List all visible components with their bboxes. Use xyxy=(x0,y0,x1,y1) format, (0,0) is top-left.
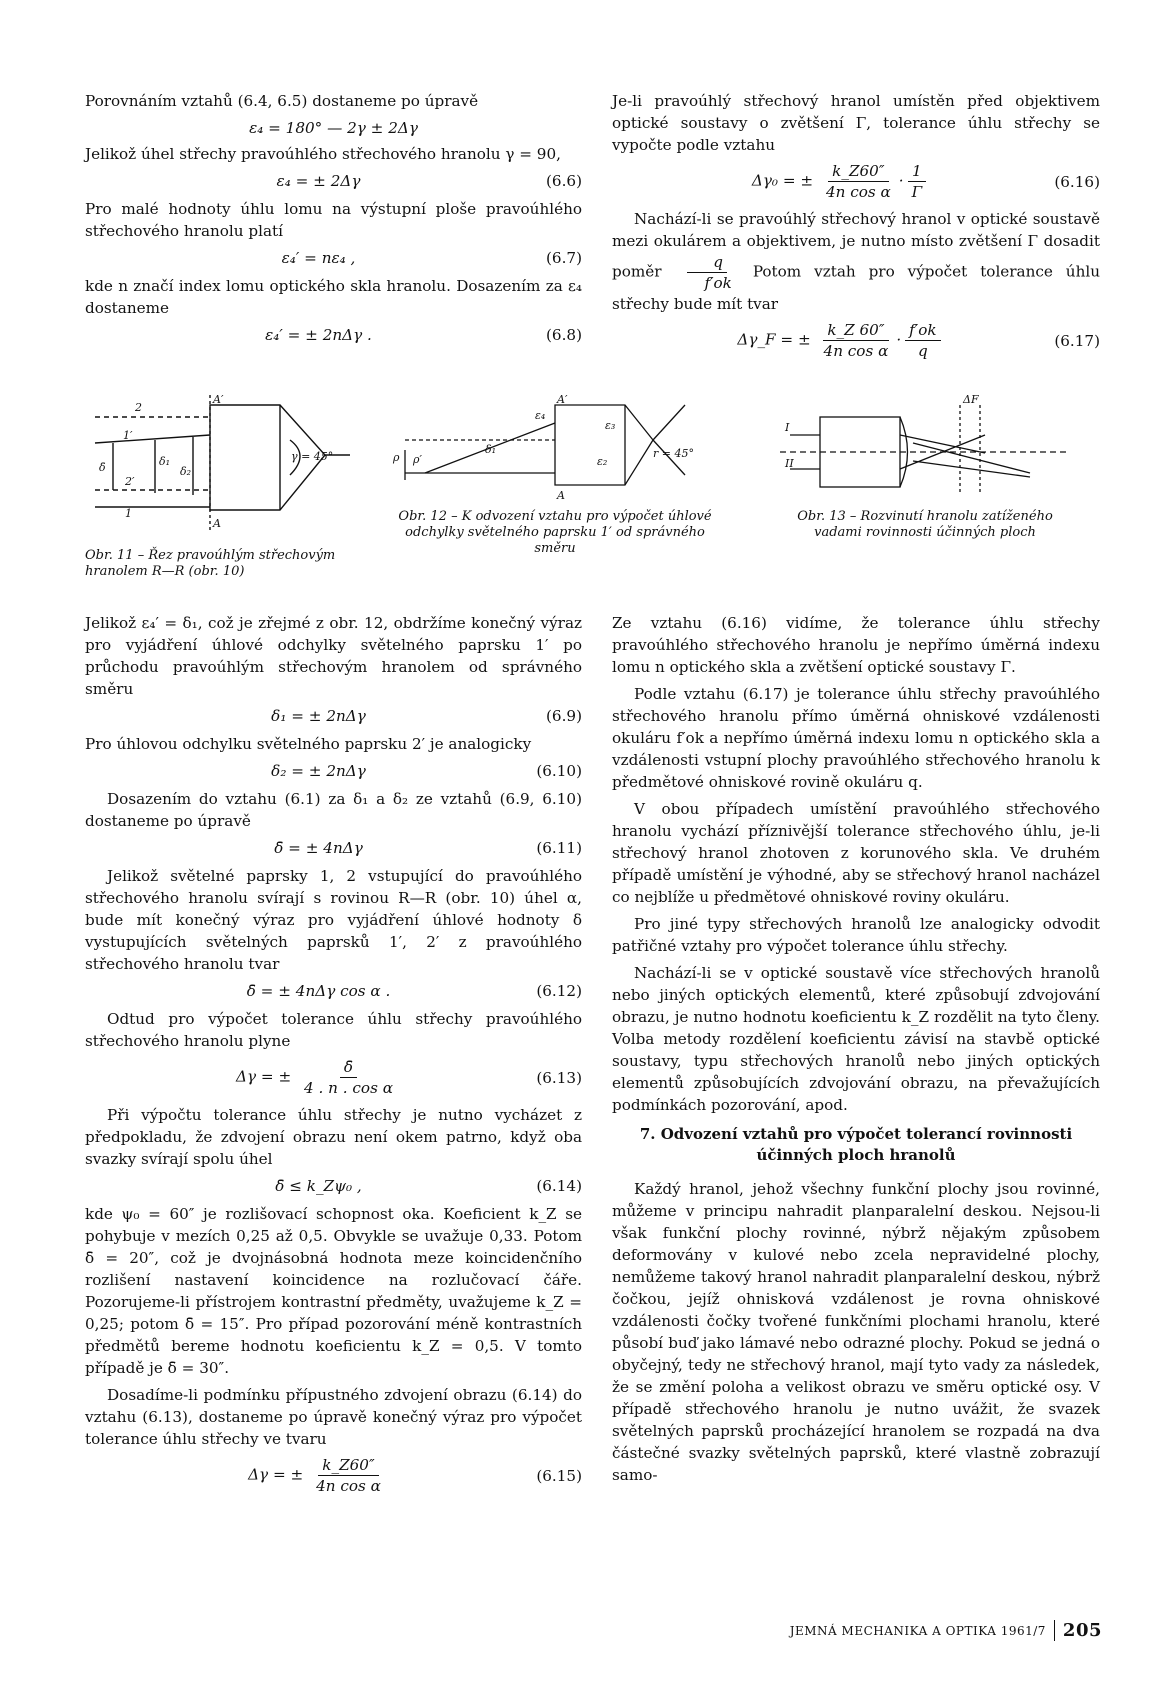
equation-number: (6.16) xyxy=(1054,172,1100,191)
right-top-column xyxy=(612,90,1100,367)
equation-expr xyxy=(85,1455,512,1496)
equation-number: (6.7) xyxy=(545,249,582,267)
fig11-label: 2′ xyxy=(125,475,135,488)
equation-6-15 xyxy=(85,1455,582,1496)
equation-expr: δ̄ ≤ k_Zψ₀ , xyxy=(275,1177,362,1195)
page-footer xyxy=(790,1620,1102,1641)
equation-expr: ε₄′ = nε₄ , xyxy=(281,249,356,267)
paragraph: kde n značí index lomu optického skla hranolu. Dosazením za ε₄ dostaneme xyxy=(85,277,582,317)
equation-number: (6.6) xyxy=(545,172,582,190)
figure-12-diagram xyxy=(385,395,725,505)
paragraph: Nachází-li se v optické soustavě více střechových hranolů nebo jiných optických elementů, které způsobují zdvojování obrazu, je nutno hodnotu koeficientu k_Z rozdělit na tyto členy. Volba metody rozdělení koeficientu závisí na stavbě optické soustavy, typu střechových hranolů nebo jiných optických elementů způsobujících zdvojování obrazu, na převažujících podmínkách pozorování, apod. xyxy=(612,964,1100,1114)
section-heading: 7. Odvození vztahů pro výpočet tolerancí rovinnosti účinných ploch hranolů xyxy=(639,1125,1073,1164)
fig12-label: ε₃ xyxy=(605,419,616,432)
equation-expr: ε₄ = ± 2Δγ xyxy=(276,172,361,190)
equation-expr: δ₁ = ± 2nΔγ xyxy=(271,707,366,725)
paragraph: Podle vztahu (6.17) je tolerance úhlu střechy pravoúhlého střechového hranolu přímo úměrná ohniskové vzdálenosti okuláru f′ok a nepřímo úměrná indexu lomu n optického skla a vzdálenosti vstupní plochy pravoúhlého střechového hranolu k předmětové ohniskové rovině okuláru q. xyxy=(612,685,1100,791)
equation-6-8 xyxy=(85,324,582,346)
denominator: Γ xyxy=(911,183,923,201)
fig11-label: δ₂ xyxy=(180,465,192,478)
equation-expr: δ₂ = ± 2nΔγ xyxy=(271,762,366,780)
equation-number: (6.13) xyxy=(536,1068,582,1087)
figure-12 xyxy=(385,395,725,557)
equation-expr: ε₄′ = ± 2nΔγ . xyxy=(265,326,372,344)
denominator: 4n cos α xyxy=(316,1477,381,1495)
numerator: f′ok xyxy=(905,320,940,341)
denominator: 4 . n . cos α xyxy=(304,1079,393,1097)
figure-11-caption: Obr. 11 – Řez pravoúhlým střechovým hranolem R—R (obr. 10) xyxy=(85,548,336,579)
numerator: k_Z60″ xyxy=(318,1455,378,1476)
paragraph: Odtud pro výpočet tolerance úhlu střechy pravoúhlého střechového hranolu plyne xyxy=(85,1010,582,1050)
figure-13 xyxy=(775,395,1075,541)
equation: ε₄ = 180° — 2γ ± 2Δγ xyxy=(249,119,418,137)
fig11-label: A xyxy=(213,517,221,530)
equation-number: (6.17) xyxy=(1054,331,1100,350)
equation-6-6 xyxy=(85,170,582,192)
paragraph: Pro jiné typy střechových hranolů lze analogicky odvodit patřičné vztahy pro výpočet tolerance úhlu střechy. xyxy=(612,915,1100,955)
paragraph: Pro úhlovou odchylku světelného paprsku 2′ je analogicky xyxy=(85,735,532,753)
paragraph: Je-li pravoúhlý střechový hranol umístěn před objektivem optické soustavy o zvětšení Γ, tolerance úhlu střechy se vypočte podle vztahu xyxy=(612,92,1100,154)
equation-number: (6.15) xyxy=(536,1466,582,1485)
fig12-label: r = 45° xyxy=(653,447,694,460)
fig11-label: γ = 45° xyxy=(291,450,334,463)
paragraph: Jelikož úhel střechy pravoúhlého střechového hranolu γ = 90, xyxy=(85,145,561,163)
fig11-label: 2 xyxy=(135,401,142,414)
fig13-label: ΔF xyxy=(963,395,979,406)
numerator: q xyxy=(687,252,727,273)
equation-number: (6.14) xyxy=(536,1177,582,1195)
fig11-label: A′ xyxy=(213,395,224,406)
page-number: 205 xyxy=(1054,1620,1102,1641)
paragraph: kde ψ₀ = 60″ je rozlišovací schopnost oka. Koeficient k_Z se pohybuje v mezích 0,25 až 0,5. Obvykle se uvažuje 0,33. Potom δ̄ = 20″, což je dvojnásobná hodnota meze koincidenčního rozlišení nastavení koincidence na rozlučovací čáře. Pozorujeme-li přístrojem kontrastní předměty, uvažujeme k_Z = 0,25; potom δ̄ = 15″. Pro případ pozorování méně kontrastních předmětů bereme hodnotu koeficientu k_Z = 0,5. V tomto případě je δ̄ = 30″. xyxy=(85,1205,582,1377)
denominator: q xyxy=(918,342,928,360)
equation-lhs: Δγ = ± xyxy=(248,1465,304,1484)
fraction xyxy=(908,161,927,202)
fig12-label: δ₁ xyxy=(485,443,497,456)
numerator: 1 xyxy=(908,161,926,182)
equation-expr: δ̄ = ± 4nΔγ cos α . xyxy=(246,982,391,1000)
fig12-label: A xyxy=(557,489,565,502)
fig12-label: A′ xyxy=(557,395,568,406)
fraction xyxy=(312,1455,385,1496)
paragraph: Ze vztahu (6.16) vidíme, že tolerance úhlu střechy pravoúhlého střechového hranolu je nepřímo úměrná indexu lomu n optického skla a zvětšení optické soustavy Γ. xyxy=(612,614,1100,676)
paragraph xyxy=(612,208,1100,315)
fraction xyxy=(822,161,895,202)
numerator: δ̄ xyxy=(340,1057,357,1078)
figure-12-caption: Obr. 12 – K odvození vztahu pro výpočet úhlové odchylky světelného paprsku 1′ od správného směru xyxy=(398,509,712,556)
paragraph: Jelikož světelné paprsky 1, 2 vstupující do pravoúhlého střechového hranolu svírají s rovinou R—R (obr. 10) úhel α, bude mít konečný výraz pro vyjádření úhlové hodnoty δ vystupujících světelných paprsků 1′, 2′ z pravoúhlého střechového hranolu tvar xyxy=(85,867,582,973)
fig13-label: II xyxy=(785,457,794,470)
figure-13-diagram xyxy=(775,395,1075,505)
paragraph: Jelikož ε₄′ = δ₁, což je zřejmé z obr. 12, obdržíme konečný výraz pro vyjádření úhlové odchylky světelného paprsku 1′ po průchodu pravoúhlým střechovým hranolem od správného směru xyxy=(85,614,582,698)
fig13-label: I xyxy=(785,421,790,434)
numerator: k_Z60″ xyxy=(828,161,888,182)
equation-number: (6.11) xyxy=(536,839,582,857)
fig11-label: 1 xyxy=(125,507,132,520)
numerator: k_Z 60″ xyxy=(823,320,888,341)
equation-expr: Δγ₀ = ± $\frac{k\_Z60''}{\text{4n cos α}}$ · $\frac{1}{\Gamma}$ xyxy=(612,161,1030,202)
figure-11 xyxy=(85,395,355,580)
equation-6-16 xyxy=(612,161,1100,202)
fig12-label: ρ′ xyxy=(413,453,422,466)
paragraph: V obou případech umístění pravoúhlého střechového hranolu vychází příznivější tolerance střechového úhlu, je-li střechový hranol zhotoven z korunového skla. Ve druhém případě umístění je výhodné, aby se střechový hranol nacházel co nejblíže u předmětové ohniskové roviny okuláru. xyxy=(612,800,1100,906)
fig12-label: ε₄ xyxy=(535,409,546,422)
paragraph: Pro malé hodnoty úhlu lomu na výstupní ploše pravoúhlého střechového hranolu platí xyxy=(85,200,582,240)
equation-expr xyxy=(85,1057,512,1098)
left-bottom-column xyxy=(85,612,582,1502)
right-bottom-column xyxy=(612,612,1100,1491)
paragraph: Porovnáním vztahů (6.4, 6.5) dostaneme po úpravě xyxy=(85,92,479,110)
fig12-label: ε₂ xyxy=(597,455,608,468)
figure-11-diagram xyxy=(85,395,355,540)
fig11-label: δ̄ xyxy=(99,461,106,474)
fraction xyxy=(678,252,735,293)
equation-6-14 xyxy=(85,1175,582,1197)
equation-number: (6.8) xyxy=(545,326,582,344)
equation-6-10 xyxy=(85,760,582,782)
equation-expr: δ̄ = ± 4nΔγ xyxy=(274,839,363,857)
prism-outline xyxy=(555,405,653,485)
figures-row xyxy=(75,395,1105,595)
equation-lhs: Δγ₀ = ± xyxy=(751,171,814,190)
fraction xyxy=(300,1057,397,1098)
equation-6-7 xyxy=(85,247,582,269)
equation-expr: Δγ_F = ± $\frac{k\_Z 60''}{\text{4n cos α}}$ · $\frac{f'ok}{q}$ xyxy=(612,320,1030,361)
equation-lhs: Δγ = ± xyxy=(236,1067,292,1086)
paragraph: Každý hranol, jehož všechny funkční plochy jsou rovinné, můžeme v principu nahradit planparalelní deskou. Nejsou-li však funkční plochy rovinné, nýbrž nějakým způsobem deformovány v kulové nebo zcela nepravidelné plochy, nemůžeme takový hranol nahradit planparalelní deskou, nýbrž čočkou, jejíž ohnisková vzdálenost je rovna ohniskové vzdálenosti čočky tvořené funkčními plochami hranolu, které působí buď jako lámavé nebo odrazné plochy. Pokud se jedná o obyčejný, tedy ne střechový hranol, mají tyto vady za následek, že se změní poloha a velikost obrazu ve směru optické osy. V případě střechového hranolu je nutno uvážit, že svazek světelných paprsků procházející hranolem se rozpadá na dva částečné svazky světelných paprsků, které vlastně zobrazují samo- xyxy=(612,1180,1100,1484)
text: Potom vztah pro výpočet tolerance úhlu střechy bude mít tvar xyxy=(612,262,1101,313)
left-top-column xyxy=(85,90,582,352)
paragraph: Při výpočtu tolerance úhlu střechy je nutno vycházet z předpokladu, že zdvojení obrazu není okem patrno, když oba svazky svírají spolu úhel xyxy=(85,1106,582,1168)
journal-title: JEMNÁ MECHANIKA A OPTIKA 1961/7 xyxy=(789,1623,1046,1638)
paragraph: Dosazením do vztahu (6.1) za δ₁ a δ₂ ze vztahů (6.9, 6.10) dostaneme po úpravě xyxy=(85,790,582,830)
equation-lhs: Δγ_F = ± xyxy=(737,330,811,349)
text: Nachází-li se pravoúhlý střechový hranol v optické soustavě mezi okulárem a objektivem, je nutno místo zvětšení Γ dosadit poměr xyxy=(612,210,1100,281)
figure-13-caption: Obr. 13 – Rozvinutí hranolu zatíženého vadami rovinnosti účinných ploch xyxy=(797,509,1053,540)
paragraph: Dosadíme-li podmínku přípustného zdvojení obrazu (6.14) do vztahu (6.13), dostaneme po úpravě konečný výraz pro výpočet tolerance úhlu střechy ve tvaru xyxy=(85,1386,582,1448)
denominator: 4n cos α xyxy=(823,342,889,360)
fraction xyxy=(820,320,893,361)
fig11-label: 1′ xyxy=(123,429,133,442)
denominator: 4n cos α xyxy=(825,183,891,201)
fig12-label: ρ xyxy=(393,451,400,464)
equation-6-13 xyxy=(85,1057,582,1098)
equation-6-17 xyxy=(612,320,1100,361)
equation-6-12 xyxy=(85,980,582,1002)
equation-number: (6.10) xyxy=(536,762,582,780)
fraction xyxy=(905,320,940,361)
equation-number: (6.9) xyxy=(545,707,582,725)
equation-6-11 xyxy=(85,837,582,859)
equation-6-9 xyxy=(85,705,582,727)
equation-number: (6.12) xyxy=(536,982,582,1000)
fig11-label: δ₁ xyxy=(159,455,171,468)
denominator: f′ok xyxy=(704,274,732,292)
